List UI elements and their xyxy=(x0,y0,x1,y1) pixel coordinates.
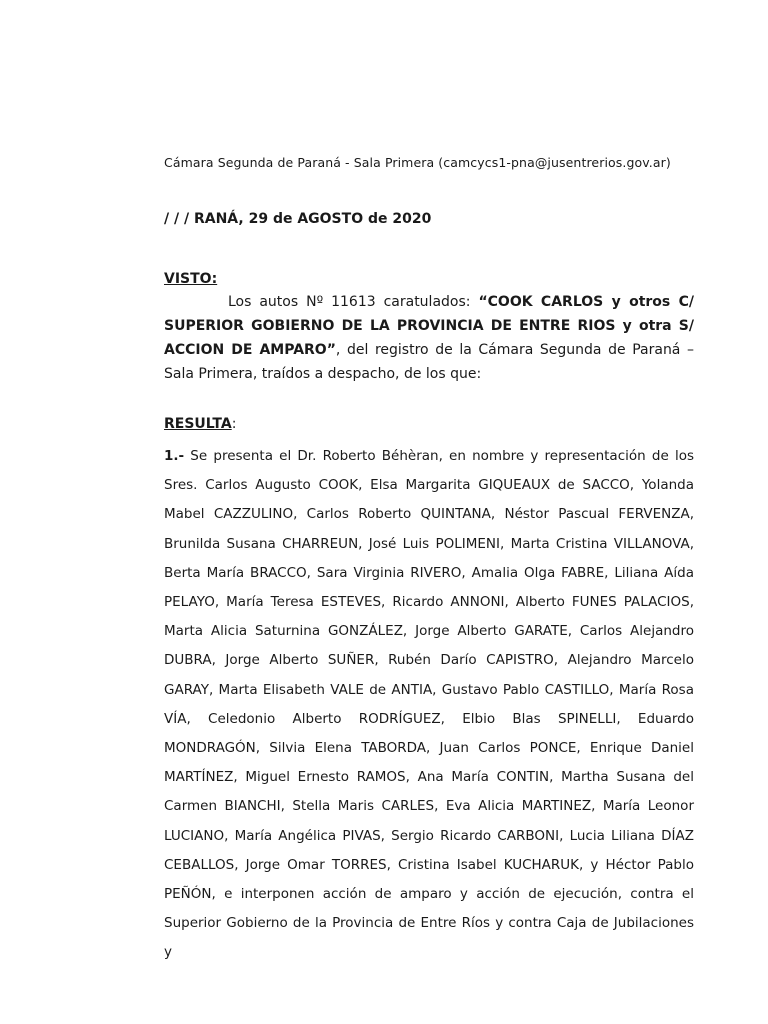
date-line: / / / RANÁ, 29 de AGOSTO de 2020 xyxy=(164,211,432,227)
document-page xyxy=(164,0,694,1024)
case-title: “COOK CARLOS y otros C/ SUPERIOR GOBIERNO DE LA PROVINCIA DE ENTRE RIOS y otra S/ ACCION DE AMPARO” xyxy=(164,294,694,358)
item-number: 1.- xyxy=(164,448,185,464)
resulta-heading-colon: : xyxy=(231,416,237,432)
court-header: Cámara Segunda de Paraná - Sala Primera (camcycs1-pna@jusentrerios.gov.ar) xyxy=(164,155,671,170)
visto-rest: , del registro de la Cámara Segunda de Paraná – Sala Primera, traídos a despacho, de los que: xyxy=(164,342,694,382)
resulta-heading-line xyxy=(164,416,236,432)
visto-heading: VISTO: xyxy=(164,271,218,287)
resulta-text: Se presenta el Dr. Roberto Béhèran, en nombre y representación de los Sres. Carlos Augusto COOK, Elsa Margarita GIQUEAUX de SACCO, Yolanda Mabel CAZZULINO, Carlos Roberto QUINTANA, Néstor Pascual FERVENZA, Brunilda Susana CHARREUN, José Luis POLIMENI, Marta Cristina VILLANOVA, Berta María BRACCO, Sara Virginia RIVERO, Amalia Olga FABRE, Liliana Aída PELAYO, María Teresa ESTEVES, Ricardo ANNONI, Alberto FUNES PALACIOS, Marta Alicia Saturnina GONZÁLEZ, Jorge Alberto GARATE, Carlos Alejandro DUBRA, Jorge Alberto SUÑER, Rubén Darío CAPISTRO, Alejandro Marcelo GARAY, Marta Elisabeth VALE de ANTIA, Gustavo Pablo CASTILLO, María Rosa VÍA, Celedonio Alberto RODRÍGUEZ, Elbio Blas SPINELLI, Eduardo MONDRAGÓN, Silvia Elena TABORDA, Juan Carlos PONCE, Enrique Daniel MARTÍNEZ, Miguel Ernesto RAMOS, Ana María CONTIN, Martha Susana del Carmen BIANCHI, Stella Maris CARLES, Eva Alicia MARTINEZ, María Leonor LUCIANO, María Angélica PIVAS, Sergio Ricardo CARBONI, Lucia Liliana DÍAZ CEBALLOS, Jorge Omar TORRES, Cristina Isabel KUCHARUK, y Héctor Pablo PEÑÓN, e interponen acción de amparo y acción de ejecución, contra el Superior Gobierno de la Provincia de Entre Ríos y contra Caja de Jubilaciones y xyxy=(164,448,694,961)
resulta-heading: RESULTA xyxy=(164,416,232,432)
resulta-paragraph xyxy=(164,442,694,968)
visto-paragraph xyxy=(164,290,694,386)
visto-intro: Los autos Nº 11613 caratulados: xyxy=(228,294,479,310)
